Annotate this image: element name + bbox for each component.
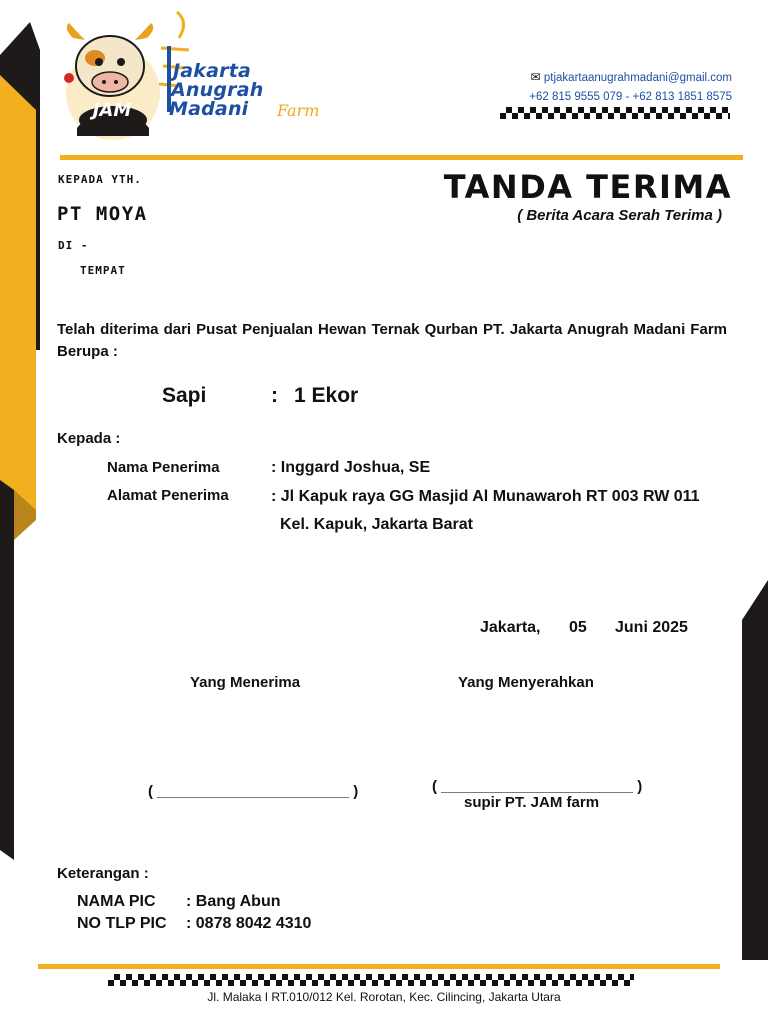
pic-name-value: : Bang Abun (186, 893, 281, 910)
pic-name-label: NAMA PIC (77, 893, 156, 910)
footer-address: Jl. Malaka I RT.010/012 Kel. Rorotan, Kec. Cilincing, Jakarta Utara (207, 990, 561, 1004)
footer-divider (38, 964, 720, 969)
tempat-label: TEMPAT (80, 264, 126, 277)
brand-name-line2: Anugrah (171, 79, 264, 101)
pic-phone-value: : 0878 8042 4310 (186, 915, 312, 932)
contact-info (529, 68, 732, 107)
footer-checker-strip (108, 974, 634, 986)
giver-label: Yang Menyerahkan (458, 674, 594, 691)
item-colon: : (271, 384, 278, 407)
right-side-decoration (738, 0, 768, 1024)
kepada-label: Kepada : (57, 430, 121, 447)
recipient-company: PT MOYA (57, 203, 148, 225)
intro-paragraph: Telah diterima dari Pusat Penjualan Hewan Ternak Qurban PT. Jakarta Anugrah Madani Farm Berupa : (57, 321, 727, 360)
date-city: Jakarta, (480, 619, 541, 636)
giver-signature-line: ( _______________________ ) (432, 778, 643, 795)
envelope-icon: ✉ (530, 70, 541, 84)
document-subtitle: ( Berita Acara Serah Terima ) (517, 207, 722, 224)
receiver-label: Yang Menerima (190, 674, 301, 691)
brand-name-line1: Jakarta (173, 60, 252, 82)
brand-name-line3: Madani (169, 98, 249, 120)
receiver-signature-line: ( _______________________ ) (148, 783, 359, 800)
alamat-penerima-value-line1: : Jl Kapuk raya GG Masjid Al Munawaroh RT 003 RW 011 (271, 488, 700, 505)
left-side-decoration (0, 0, 40, 1024)
alamat-penerima-value-line2: Kel. Kapuk, Jakarta Barat (280, 516, 473, 533)
email-row (529, 68, 732, 88)
email-address: ptjakartaanugrahmadani@gmail.com (543, 72, 732, 84)
company-logo (55, 8, 345, 140)
di-label: DI - (58, 239, 89, 252)
document-title: TANDA TERIMA (443, 168, 732, 206)
giver-name: supir PT. JAM farm (464, 794, 600, 811)
date-month-year: Juni 2025 (615, 619, 688, 636)
date-day: 05 (569, 619, 587, 636)
brand-farm-text: Farm (277, 101, 320, 120)
logo-badge: JAM (92, 100, 132, 121)
phone-numbers: +62 815 9555 079 - +62 813 1851 8575 (529, 91, 732, 103)
item-quantity: 1 Ekor (294, 384, 359, 407)
kepada-yth-label: KEPADA YTH. (58, 173, 142, 186)
nama-penerima-label: Nama Penerima (107, 459, 220, 476)
header-checker-strip (500, 107, 730, 119)
header-divider (60, 155, 743, 160)
keterangan-label: Keterangan : (57, 865, 149, 882)
pic-phone-label: NO TLP PIC (77, 915, 167, 932)
alamat-penerima-label: Alamat Penerima (107, 487, 229, 504)
nama-penerima-value: : Inggard Joshua, SE (271, 459, 431, 476)
item-name: Sapi (162, 384, 207, 407)
